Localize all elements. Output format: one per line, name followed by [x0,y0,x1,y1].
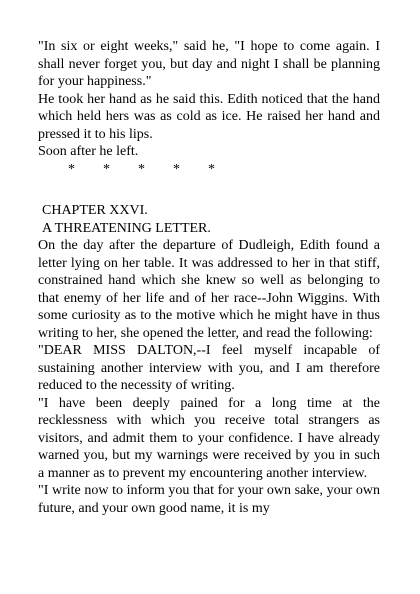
paragraph-letter-found: On the day after the departure of Dudleigh, Edith found a letter lying on her table. It was addressed to her in that stiff, constrained hand which she knew so well as belonging to that enemy of her life and of her race--John Wiggins. With some curiosity as to the motive which he might have in thus writing to her, she opened the letter, and read the following: [38,238,380,341]
chapter-title: A THREATENING LETTER. [42,220,211,236]
section-separator [38,161,380,179]
paragraph-farewell-quote: "In six or eight weeks," said he, "I hope to come again. I shall never forget you, but day and night I shall be planning for your happiness." [38,39,380,89]
separator-star: * [208,161,215,177]
chapter-number: CHAPTER XXVI. [42,203,148,218]
blank-line [38,178,380,202]
book-page [38,38,380,517]
paragraph-letter-warning: "I have been deeply pained for a long time at the recklessness with which you receive total strangers as visitors, and admit them to your confidence. I have already warned you, but my warnings were received by you in such a manner as to prevent my encountering another interview. [38,395,380,481]
separator-star: * [68,161,75,177]
paragraph-letter-salutation: "DEAR MISS DALTON,--I feel myself incapable of sustaining another interview with you, and I am therefore reduced to the necessity of writing. [38,343,380,393]
paragraph-letter-inform: "I write now to inform you that for your own sake, your own future, and your own good name, it is my [38,483,380,516]
paragraph-departure: Soon after he left. [38,144,139,159]
separator-star: * [173,161,180,177]
paragraph-hand-kiss: He took her hand as he said this. Edith noticed that the hand which held hers was as cold as ice. He raised her hand and pressed it to his lips. [38,91,380,142]
separator-star: * [138,161,145,177]
separator-star: * [103,161,110,177]
